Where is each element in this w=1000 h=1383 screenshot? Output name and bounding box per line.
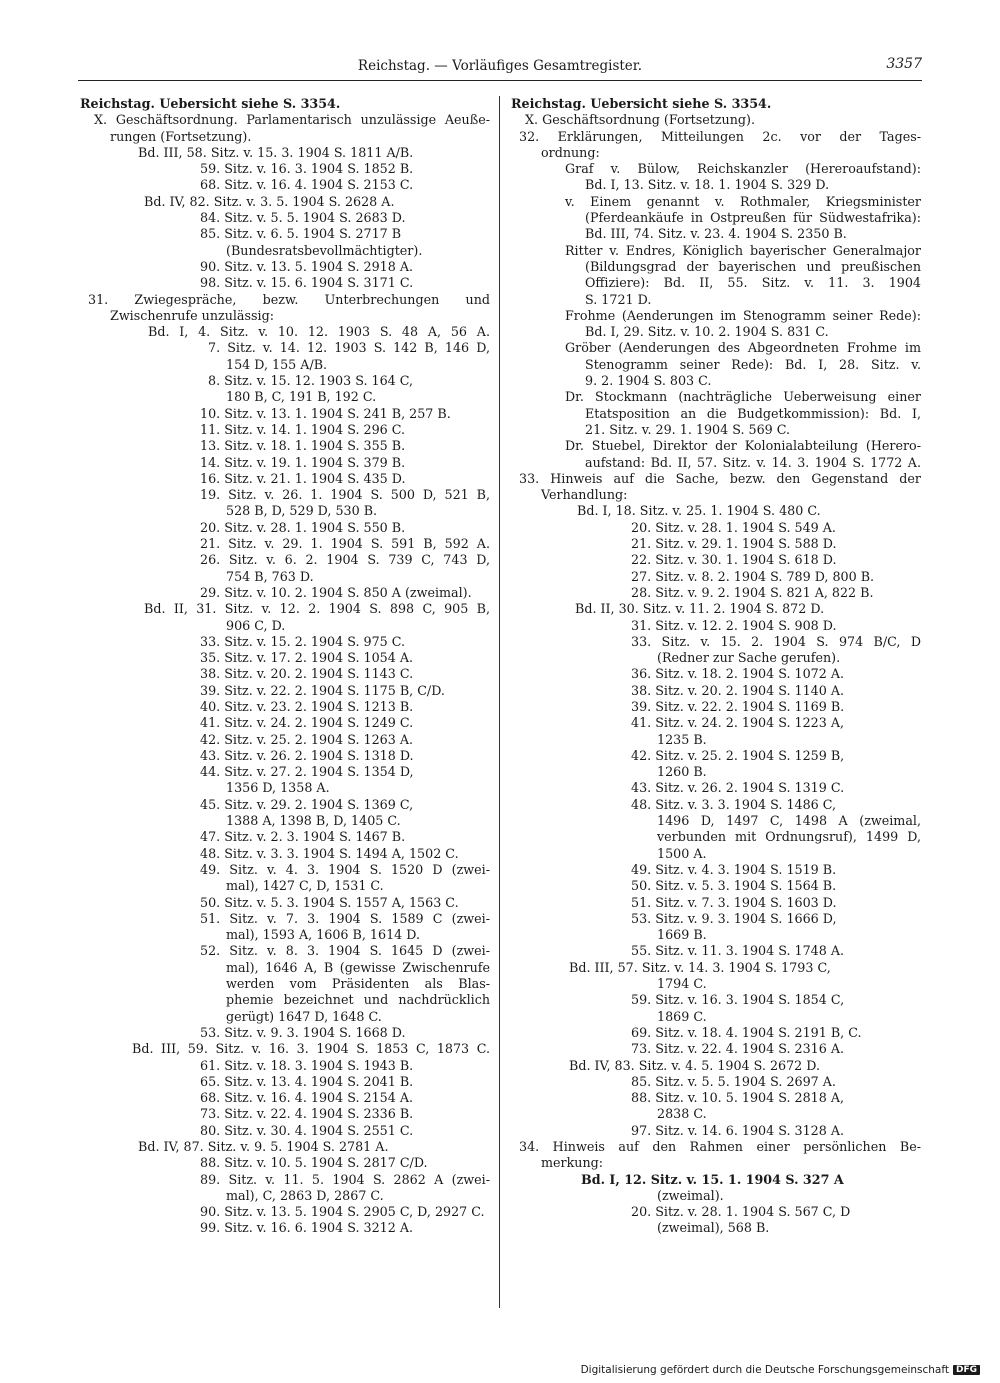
register-line: 906 C, D. [226,617,286,633]
register-line: 36. Sitz. v. 18. 2. 1904 S. 1072 A. [631,666,845,682]
register-line: 39. Sitz. v. 22. 2. 1904 S. 1169 B. [631,698,845,714]
register-line: mal), 1593 A, 1606 B, 1614 D. [226,927,421,943]
register-line: mal), 1427 C, D, 1531 C. [226,878,384,894]
register-line: 43. Sitz. v. 26. 2. 1904 S. 1318 D. [200,747,414,763]
register-line: (zweimal), 568 B. [657,1220,770,1236]
register-line: (Bildungsgrad der bayerischen und preußischen [585,258,921,274]
register-line: Graf v. Bülow, Reichskanzler (Hereroaufstand): [565,161,921,177]
register-line: 69. Sitz. v. 18. 4. 1904 S. 2191 B, C. [631,1024,862,1040]
running-title: Reichstag. — Vorläufiges Gesamtregister. [357,58,643,74]
register-line: 13. Sitz. v. 18. 1. 1904 S. 355 B. [200,438,406,454]
register-line: 9. 2. 1904 S. 803 C. [585,373,712,389]
register-line: 32. Erklärungen, Mitteilungen 2c. vor der Tages- [519,128,921,144]
register-line: Bd. III, 58. Sitz. v. 15. 3. 1904 S. 1811 A/B. [138,144,414,160]
register-line: merkung: [541,1155,604,1171]
register-line: 33. Hinweis auf die Sache, bezw. den Gegenstand der [519,470,921,486]
register-line: phemie bezeichnet und nachdrücklich [226,992,490,1008]
left-column [80,96,490,1237]
register-line: 38. Sitz. v. 20. 2. 1904 S. 1140 A. [631,682,845,698]
register-line: 39. Sitz. v. 22. 2. 1904 S. 1175 B, C/D. [200,682,445,698]
register-line: X. Geschäftsordnung. Parlamentarisch unzulässige Aeuße- [94,112,490,128]
register-line: Bd. IV, 87. Sitz. v. 9. 5. 1904 S. 2781 A. [138,1139,389,1154]
register-line: 1794 C. [657,976,707,992]
register-line: 88. Sitz. v. 10. 5. 1904 S. 2817 C/D. [200,1155,428,1171]
register-line: 48. Sitz. v. 3. 3. 1904 S. 1486 C, [631,796,837,812]
register-line: Etatsposition an die Budgetkommission): Bd. I, [585,405,921,421]
register-line: 53. Sitz. v. 9. 3. 1904 S. 1666 D, [631,910,837,926]
register-line: (zweimal). [657,1187,724,1203]
register-line: Bd. I, 13. Sitz. v. 18. 1. 1904 S. 329 D. [585,177,830,193]
register-line: 50. Sitz. v. 5. 3. 1904 S. 1557 A, 1563 C. [200,894,459,910]
register-line: rungen (Fortsetzung). [110,128,252,144]
register-line: 1496 D, 1497 C, 1498 A (zweimal, [657,813,921,829]
register-line: 85. Sitz. v. 5. 5. 1904 S. 2697 A. [631,1073,836,1089]
register-line: 1500 A. [657,845,707,861]
register-line: v. Einem genannt v. Rothmaler, Kriegsminister [565,193,921,209]
register-line: 49. Sitz. v. 4. 3. 1904 S. 1520 D (zwei- [200,861,490,877]
register-line: Bd. II, 31. Sitz. v. 12. 2. 1904 S. 898 C, 905 B, [144,601,490,617]
register-line: 29. Sitz. v. 10. 2. 1904 S. 850 A (zweimal). [200,584,472,600]
register-line: mal), C, 2863 D, 2867 C. [226,1187,384,1203]
register-line: 26. Sitz. v. 6. 2. 1904 S. 739 C, 743 D, [200,552,490,568]
register-line: 7. Sitz. v. 14. 12. 1903 S. 142 B, 146 D, [208,340,490,356]
footer-credit [581,1364,980,1376]
register-line: 99. Sitz. v. 16. 6. 1904 S. 3212 A. [200,1220,414,1236]
register-line: 528 B, D, 529 D, 530 B. [226,503,378,519]
register-line: 20. Sitz. v. 28. 1. 1904 S. 567 C, D [631,1204,851,1220]
register-line: 1235 B. [657,731,707,747]
register-line: 8. Sitz. v. 15. 12. 1903 S. 164 C, [208,373,414,389]
page-header [78,56,922,78]
register-line: 45. Sitz. v. 29. 2. 1904 S. 1369 C, [200,796,414,812]
register-line: Bd. IV, 82. Sitz. v. 3. 5. 1904 S. 2628 A. [144,193,395,209]
register-line: 47. Sitz. v. 2. 3. 1904 S. 1467 B. [200,829,406,845]
register-line: 16. Sitz. v. 21. 1. 1904 S. 435 D. [200,470,406,486]
register-line: (Bundesratsbevollmächtigter). [226,242,423,258]
register-line: Bd. II, 30. Sitz. v. 11. 2. 1904 S. 872 D. [575,601,825,617]
register-line: 84. Sitz. v. 5. 5. 1904 S. 2683 D. [200,210,406,226]
register-line: werden vom Präsidenten als Blas- [226,976,490,992]
register-line: 40. Sitz. v. 23. 2. 1904 S. 1213 B. [200,698,414,714]
register-line: 35. Sitz. v. 17. 2. 1904 S. 1054 A. [200,650,414,666]
register-line: 38. Sitz. v. 20. 2. 1904 S. 1143 C. [200,666,414,682]
register-line: Bd. I, 18. Sitz. v. 25. 1. 1904 S. 480 C. [577,503,821,519]
register-line: 65. Sitz. v. 13. 4. 1904 S. 2041 B. [200,1073,414,1089]
register-line: 80. Sitz. v. 30. 4. 1904 S. 2551 C. [200,1122,414,1138]
register-line: Reichstag. Uebersicht siehe S. 3354. [80,96,341,111]
register-line: (Redner zur Sache gerufen). [657,650,841,666]
register-line: Bd. IV, 83. Sitz. v. 4. 5. 1904 S. 2672 D. [569,1057,821,1073]
register-line: 90. Sitz. v. 13. 5. 1904 S. 2905 C, D, 2927 C. [200,1204,485,1220]
dfg-logo: DFG [953,1365,980,1375]
register-line: 42. Sitz. v. 25. 2. 1904 S. 1259 B, [631,747,845,763]
register-line: Bd. III, 57. Sitz. v. 14. 3. 1904 S. 1793 C, [569,959,831,975]
register-line: 48. Sitz. v. 3. 3. 1904 S. 1494 A, 1502 C. [200,845,459,861]
register-line: 2838 C. [657,1106,707,1122]
register-line: mal), 1646 A, B (gewisse Zwischenrufe [226,959,490,975]
register-line: 85. Sitz. v. 6. 5. 1904 S. 2717 B [200,226,402,242]
register-line: 1669 B. [657,927,707,943]
register-line: 55. Sitz. v. 11. 3. 1904 S. 1748 A. [631,943,845,959]
register-line: gerügt) 1647 D, 1648 C. [226,1008,382,1024]
register-line: 68. Sitz. v. 16. 4. 1904 S. 2153 C. [200,177,414,193]
register-line: 50. Sitz. v. 5. 3. 1904 S. 1564 B. [631,878,837,894]
register-line: S. 1721 D. [585,291,652,307]
register-line: 19. Sitz. v. 26. 1. 1904 S. 500 D, 521 B, [200,487,490,503]
register-line: 31. Zwiegespräche, bezw. Unterbrechungen und [88,291,490,307]
register-line: 10. Sitz. v. 13. 1. 1904 S. 241 B, 257 B. [200,405,451,421]
register-line: Bd. III, 74. Sitz. v. 23. 4. 1904 S. 2350 B. [585,226,847,242]
register-line: 20. Sitz. v. 28. 1. 1904 S. 550 B. [200,519,406,535]
register-line: X. Geschäftsordnung (Fortsetzung). [525,112,756,128]
register-line: aufstand: Bd. II, 57. Sitz. v. 14. 3. 1904 S. 1772 A. [585,454,921,470]
register-line: Gröber (Aenderungen des Abgeordneten Frohme im [565,340,921,356]
register-line: Bd. III, 59. Sitz. v. 16. 3. 1904 S. 1853 C, 1873 C. [132,1041,490,1057]
register-line: Zwischenrufe unzulässig: [110,307,274,323]
register-line: 28. Sitz. v. 9. 2. 1904 S. 821 A, 822 B. [631,584,874,600]
register-line: 73. Sitz. v. 22. 4. 1904 S. 2316 A. [631,1041,845,1057]
register-line: Reichstag. Uebersicht siehe S. 3354. [511,96,772,111]
register-line: 44. Sitz. v. 27. 2. 1904 S. 1354 D, [200,764,414,780]
register-line: 68. Sitz. v. 16. 4. 1904 S. 2154 A. [200,1090,414,1106]
register-line: 754 B, 763 D. [226,568,314,584]
register-line: Offiziere): Bd. II, 55. Sitz. v. 11. 3. 1904 [585,275,921,291]
register-line: 14. Sitz. v. 19. 1. 1904 S. 379 B. [200,454,406,470]
register-line: 52. Sitz. v. 8. 3. 1904 S. 1645 D (zwei- [200,943,490,959]
register-line: Stenogramm seiner Rede): Bd. I, 28. Sitz. v. [585,356,921,372]
page-number: 3357 [886,56,922,72]
register-line: Bd. I, 12. Sitz. v. 15. 1. 1904 S. 327 A [581,1171,844,1187]
register-line: 59. Sitz. v. 16. 3. 1904 S. 1854 C, [631,992,845,1008]
register-line: 1869 C. [657,1008,707,1024]
register-line: Ritter v. Endres, Königlich bayerischer Generalmajor [565,242,921,258]
register-line: 34. Hinweis auf den Rahmen einer persönlichen Be- [519,1139,921,1154]
register-line: Dr. Stuebel, Direktor der Kolonialabteilung (Herero- [565,438,921,454]
register-line: Bd. I, 29. Sitz. v. 10. 2. 1904 S. 831 C. [585,324,829,340]
register-line: Frohme (Aenderungen im Stenogramm seiner Rede): [565,307,921,323]
register-line: 1388 A, 1398 B, D, 1405 C. [226,813,401,829]
register-line: 59. Sitz. v. 16. 3. 1904 S. 1852 B. [200,161,414,177]
register-line: 98. Sitz. v. 15. 6. 1904 S. 3171 C. [200,275,414,291]
register-line: 41. Sitz. v. 24. 2. 1904 S. 1223 A, [631,715,845,731]
footer-text: Digitalisierung gefördert durch die Deutsche Forschungsgemeinschaft [580,1364,949,1376]
register-line: 73. Sitz. v. 22. 4. 1904 S. 2336 B. [200,1106,414,1122]
register-line: 1260 B. [657,764,707,780]
register-line: 43. Sitz. v. 26. 2. 1904 S. 1319 C. [631,780,845,796]
right-column [511,96,921,1237]
register-line: 21. Sitz. v. 29. 1. 1904 S. 591 B, 592 A. [200,536,490,552]
register-line: 88. Sitz. v. 10. 5. 1904 S. 2818 A, [631,1090,845,1106]
register-line: 61. Sitz. v. 18. 3. 1904 S. 1943 B. [200,1057,414,1073]
register-line: 51. Sitz. v. 7. 3. 1904 S. 1603 D. [631,894,837,910]
register-line: 180 B, C, 191 B, 192 C. [226,389,377,405]
column-divider [499,96,500,1308]
register-line: verbunden mit Ordnungsruf), 1499 D, [657,829,921,845]
register-line: 22. Sitz. v. 30. 1. 1904 S. 618 D. [631,552,837,568]
register-line: 42. Sitz. v. 25. 2. 1904 S. 1263 A. [200,731,414,747]
register-line: 33. Sitz. v. 15. 2. 1904 S. 975 C. [200,633,406,649]
register-line: 53. Sitz. v. 9. 3. 1904 S. 1668 D. [200,1024,406,1040]
register-line: 31. Sitz. v. 12. 2. 1904 S. 908 D. [631,617,837,633]
register-line: 49. Sitz. v. 4. 3. 1904 S. 1519 B. [631,861,837,877]
register-line: 27. Sitz. v. 8. 2. 1904 S. 789 D, 800 B. [631,568,875,584]
register-line: 97. Sitz. v. 14. 6. 1904 S. 3128 A. [631,1122,845,1138]
register-line: 1356 D, 1358 A. [226,780,330,796]
register-line: 154 D, 155 A/B. [226,356,328,372]
register-line: 11. Sitz. v. 14. 1. 1904 S. 296 C. [200,421,406,437]
register-line: 51. Sitz. v. 7. 3. 1904 S. 1589 C (zwei- [200,910,490,926]
register-line: ordnung: [541,144,600,160]
register-line: Verhandlung: [541,487,628,503]
register-line: 33. Sitz. v. 15. 2. 1904 S. 974 B/C, D [631,633,921,649]
register-line: 21. Sitz. v. 29. 1. 1904 S. 569 C. [585,421,791,437]
register-line: (Pferdeankäufe in Ostpreußen für Südwestafrika): [585,210,921,226]
register-line: Dr. Stockmann (nachträgliche Ueberweisung einer [565,389,921,405]
header-rule [78,80,922,81]
register-line: 90. Sitz. v. 13. 5. 1904 S. 2918 A. [200,258,414,274]
register-line: 21. Sitz. v. 29. 1. 1904 S. 588 D. [631,536,837,552]
register-line: Bd. I, 4. Sitz. v. 10. 12. 1903 S. 48 A, 56 A. [148,324,490,340]
register-line: 89. Sitz. v. 11. 5. 1904 S. 2862 A (zwei- [200,1171,490,1187]
register-line: 20. Sitz. v. 28. 1. 1904 S. 549 A. [631,519,836,535]
register-line: 41. Sitz. v. 24. 2. 1904 S. 1249 C. [200,715,414,731]
